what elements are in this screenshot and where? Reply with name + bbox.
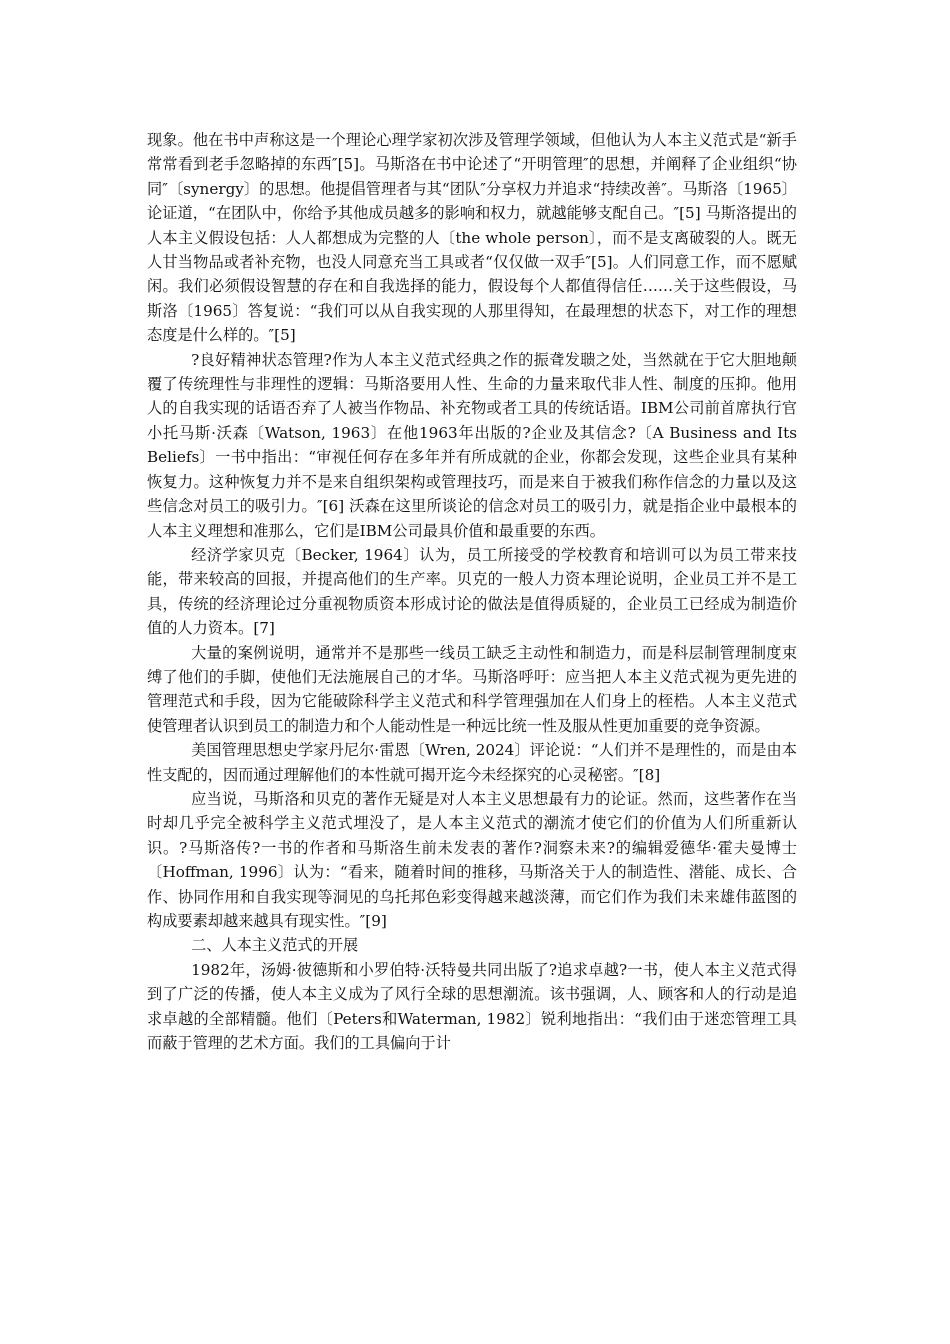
- paragraph-becker: 经济学家贝克〔Becker, 1964〕认为，员工所接受的学校教育和培训可以为员工带来技能，带来较高的回报，并提高他们的生产率。贝克的一般人力资本理论说明，企业员工并不是工具，传统的经济理论过分重视物质资本形成讨论的做法是值得质疑的，企业员工已经成为制造价值的人力资本。[7]: [147, 545, 797, 638]
- paragraph-in-search-of-excellence: 1982年，汤姆·彼德斯和小罗伯特·沃特曼共同出版了?追求卓越?一书，使人本主义范式得到了广泛的传播，使人本主义成为了风行全球的思想潮流。该书强调，人、顾客和人的行动是追求卓越的全部精髓。他们〔Peters和Waterman, 1982〕锐利地指出：“我们由于迷恋管理工具而蔽于管理的艺术方面。我们的工具偏向于计: [147, 960, 797, 1053]
- section-heading: 二、人本主义范式的开展: [191, 936, 359, 955]
- document-body: [147, 128, 797, 1055]
- paragraph-case-studies: 大量的案例说明，通常并不是那些一线员工缺乏主动性和制造力，而是科层制管理制度束缚了他们的手脚，使他们无法施展自己的才华。马斯洛呼吁：应当把人本主义范式视为更先进的管理范式和手段，因为它能破除科学主义范式和科学管理强加在人们身上的桎梏。人本主义范式使管理者认识到员工的制造力和个人能动性是一种远比统一性及服从性更加重要的竞争资源。: [147, 643, 797, 735]
- paragraph-hoffman: 应当说，马斯洛和贝克的著作无疑是对人本主义思想最有力的论证。然而，这些著作在当时却几乎完全被科学主义范式埋没了，是人本主义范式的潮流才使它们的价值为人们所重新认识。?马斯洛传?一书的作者和马斯洛生前未发表的著作?洞察未来?的编辑爱德华·霍夫曼博士〔Hoffman, 1996〕认为：“看来，随着时间的推移，马斯洛关于人的制造性、潜能、成长、合作、协同作用和自我实现等洞见的乌托邦色彩变得越来越淡薄，而它们作为我们未来雄伟蓝图的构成要素却越来越具有现实性。″[9]: [147, 789, 797, 930]
- paragraph-continuation: 现象。他在书中声称这是一个理论心理学家初次涉及管理学领域，但他认为人本主义范式是“新手常常看到老手忽略掉的东西″[5]。马斯洛在书中论述了“开明管理″的思想，并阐释了企业组织“协同″〔synergy〕的思想。他提倡管理者与其“团队″分享权力并追求“持续改善″。马斯洛〔1965〕论证道，“在团队中，你给予其他成员越多的影响和权力，就越能够支配自己。″[5] 马斯洛提出的人本主义假设包括：人人都想成为完整的人〔the whole person〕，而不是支离破裂的人。既无人甘当物品或者补充物，也没人同意充当工具或者“仅仅做一双手″[5]。人们同意工作，而不愿赋闲。我们必须假设智慧的存在和自我选择的能力，假设每个人都值得信任……关于这些假设，马斯洛〔1965〕答复说：“我们可以从自我实现的人那里得知，在最理想的状态下，对工作的理想态度是什么样的。″[5]: [147, 131, 797, 345]
- paragraph-wren: 美国管理思想史学家丹尼尔·雷恩〔Wren, 2024〕评论说：“人们并不是理性的，而是由本性支配的，因而通过理解他们的本性就可揭开迄今未经探究的心灵秘密。″[8]: [147, 741, 797, 784]
- paragraph-good-spirit-management: ?良好精神状态管理?作为人本主义范式经典之作的振聋发聩之处，当然就在于它大胆地颠覆了传统理性与非理性的逻辑：马斯洛要用人性、生命的力量来取代非人性、制度的压抑。他用人的自我实现的话语否弃了人被当作物品、补充物或者工具的传统话语。IBM公司前首席执行官小托马斯·沃森〔Watson, 1963〕在他1963年出版的?企业及其信念?〔A Business and Its Beliefs〕一书中指出：“审视任何存在多年并有所成就的企业，你都会发现，这些企业具有某种恢复力。这种恢复力并不是来自组织架构或管理技巧，而是来自于被我们称作信念的力量以及这些信念对员工的吸引力。″[6] 沃森在这里所谈论的信念对员工的吸引力，就是指企业中最根本的人本主义理想和准那么，它们是IBM公司最具价值和最重要的东西。: [147, 350, 797, 540]
